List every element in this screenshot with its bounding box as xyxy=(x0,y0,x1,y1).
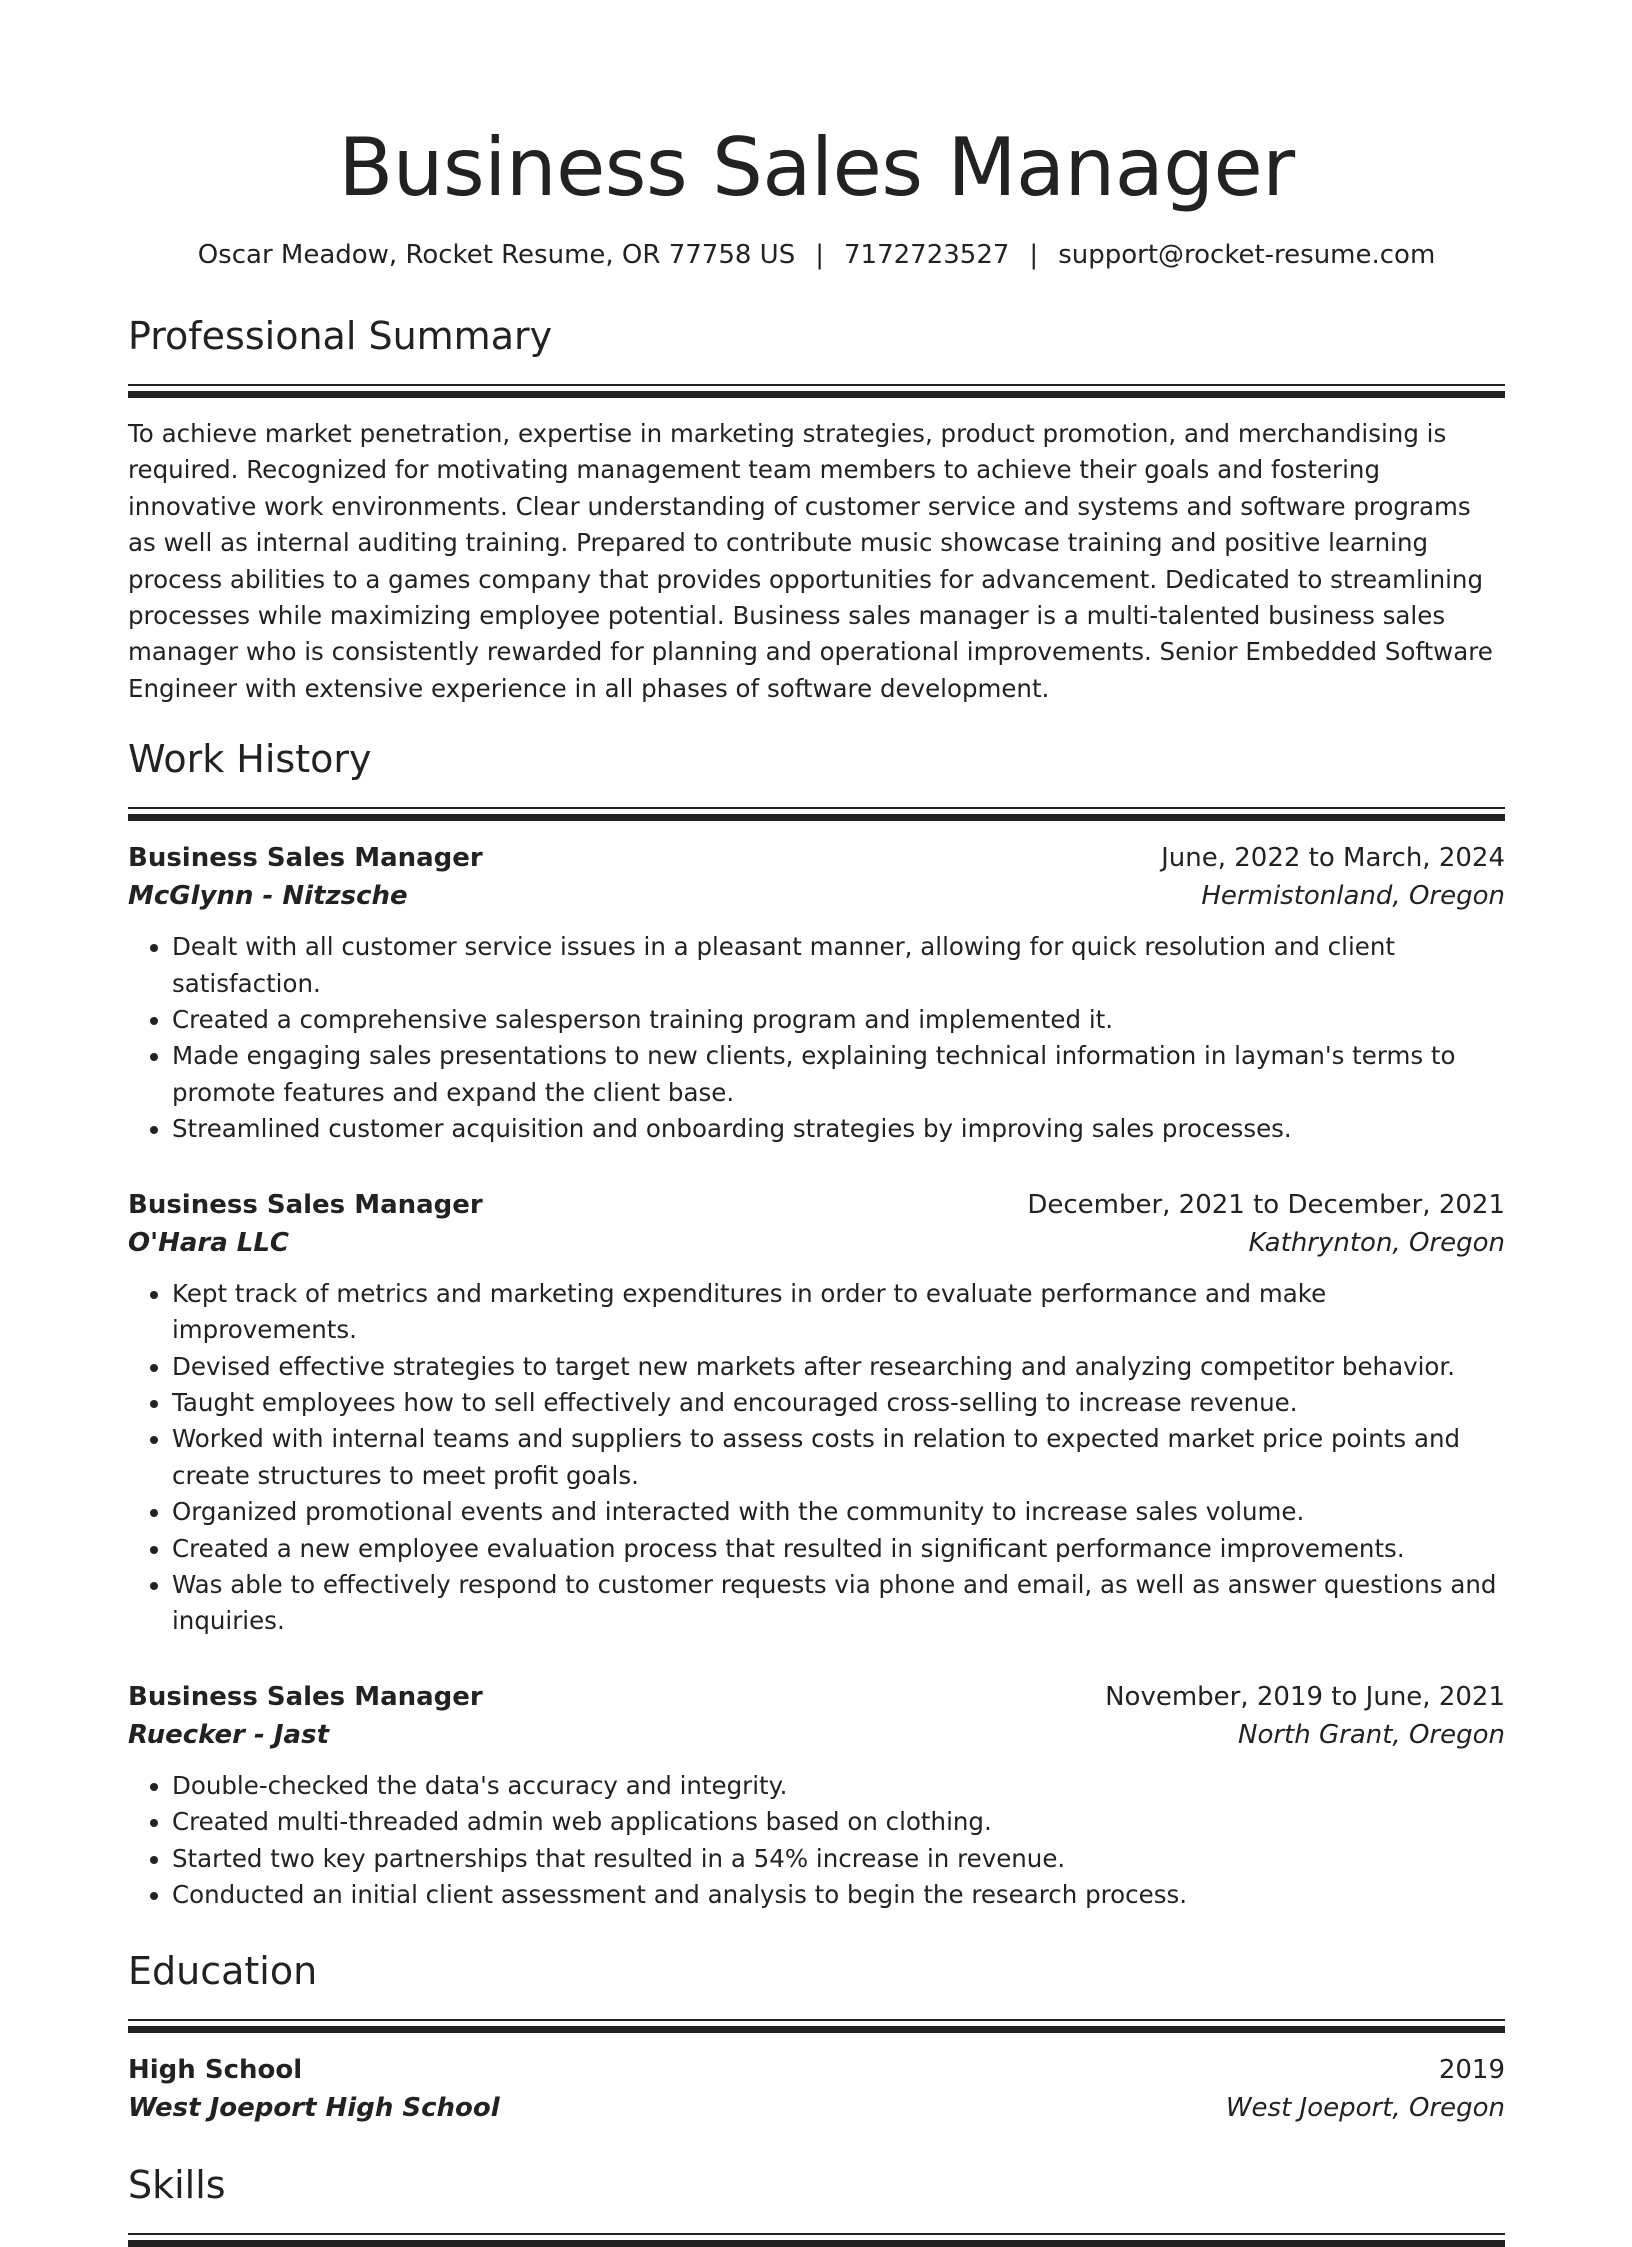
job-title: Business Sales Manager xyxy=(128,1681,483,1712)
job-bullet: • Made engaging sales presentations to new clients, explaining technical information in layman's terms to promote features and expand the client base. xyxy=(172,1038,1505,1111)
contact-email: support@rocket-resume.com xyxy=(1058,240,1436,270)
education-year: 2019 xyxy=(1438,2055,1505,2086)
resume-title: Business Sales Manager xyxy=(338,121,1295,214)
job-bullet: • Created a comprehensive salesperson training program and implemented it. xyxy=(172,1002,1505,1038)
job-bullet: • Was able to effectively respond to customer requests via phone and email, as well as answer questions and inquiries. xyxy=(172,1567,1505,1640)
job-bullet: • Organized promotional events and interacted with the community to increase sales volume. xyxy=(172,1494,1505,1530)
job-bullet: • Kept track of metrics and marketing expenditures in order to evaluate performance and make improvements. xyxy=(172,1276,1505,1349)
job-bullet: • Devised effective strategies to target new markets after researching and analyzing competitor behavior. xyxy=(172,1349,1505,1385)
job-bullet: • Taught employees how to sell effectively and encouraged cross-selling to increase revenue. xyxy=(172,1385,1505,1421)
contact-separator: | xyxy=(1029,240,1039,270)
contact-phone: 7172723527 xyxy=(844,240,1010,270)
job-bullet: • Started two key partnerships that resulted in a 54% increase in revenue. xyxy=(172,1841,1505,1877)
job-company: McGlynn - Nitzsche xyxy=(128,881,408,912)
job-company: Ruecker - Jast xyxy=(128,1719,329,1750)
summary-heading: Professional Summary xyxy=(128,314,553,358)
section-divider xyxy=(128,384,1505,398)
job-title: Business Sales Manager xyxy=(128,1189,483,1220)
job-bullet: • Conducted an initial client assessment and analysis to begin the research process. xyxy=(172,1877,1505,1913)
skills-heading: Skills xyxy=(128,2163,226,2208)
job-dates: December, 2021 to December, 2021 xyxy=(1027,1189,1505,1220)
job-entry xyxy=(128,1678,1505,1914)
job-bullet: • Created multi-threaded admin web applications based on clothing. xyxy=(172,1804,1505,1840)
education-degree: High School xyxy=(128,2055,303,2086)
job-entry xyxy=(128,839,1505,1147)
job-bullets xyxy=(128,1276,1505,1640)
section-divider xyxy=(128,807,1505,821)
job-dates: June, 2022 to March, 2024 xyxy=(1161,843,1505,874)
job-bullets xyxy=(128,1768,1505,1914)
job-title: Business Sales Manager xyxy=(128,843,483,874)
contact-separator: | xyxy=(815,240,824,270)
contact-address: Oscar Meadow, Rocket Resume, OR 77758 US xyxy=(197,240,796,270)
contact-line xyxy=(128,238,1505,272)
job-entry xyxy=(128,1186,1505,1640)
section-divider xyxy=(128,2233,1505,2247)
work-history-heading: Work History xyxy=(128,737,372,782)
section-divider xyxy=(128,2019,1505,2033)
education-location: West Joeport, Oregon xyxy=(1225,2093,1505,2124)
job-bullet: • Created a new employee evaluation process that resulted in significant performance improvements. xyxy=(172,1531,1505,1567)
job-bullets xyxy=(128,929,1505,1147)
education-entry xyxy=(128,2051,1505,2127)
job-dates: November, 2019 to June, 2021 xyxy=(1105,1681,1505,1712)
summary-text: To achieve market penetration, expertise in marketing strategies, product promotion, and merchandising is required. Recognized for motivating management team members to achieve their goals and fostering innovative work environments. Clear understanding of customer service and systems and software programs as well as internal auditing training. Prepared to contribute music showcase training and positive learning process abilities to a games company that provides opportunities for advancement. Dedicated to streamlining processes while maximizing employee potential. Business sales manager is a multi-talented business sales manager who is consistently rewarded for planning and operational improvements. Senior Embedded Software Engineer with extensive experience in all phases of software development. xyxy=(128,419,1493,703)
job-location: Kathrynton, Oregon xyxy=(1248,1227,1505,1258)
job-location: North Grant, Oregon xyxy=(1238,1719,1505,1750)
job-bullet: • Streamlined customer acquisition and onboarding strategies by improving sales processes. xyxy=(172,1111,1505,1147)
job-location: Hermistonland, Oregon xyxy=(1201,881,1505,912)
education-heading: Education xyxy=(128,1949,318,1994)
job-bullet: • Worked with internal teams and suppliers to assess costs in relation to expected market price points and create structures to meet profit goals. xyxy=(172,1421,1505,1494)
job-company: O'Hara LLC xyxy=(128,1227,290,1258)
education-school: West Joeport High School xyxy=(128,2093,500,2124)
job-bullet: • Double-checked the data's accuracy and integrity. xyxy=(172,1768,1505,1804)
job-bullet: • Dealt with all customer service issues in a pleasant manner, allowing for quick resolution and client satisfaction. xyxy=(172,929,1505,1002)
